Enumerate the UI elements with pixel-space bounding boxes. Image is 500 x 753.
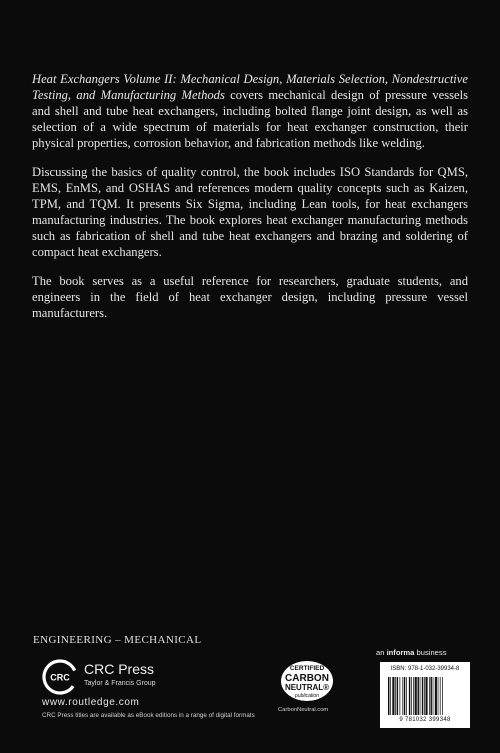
publisher-group: Taylor & Francis Group bbox=[84, 680, 156, 687]
barcode-bar bbox=[429, 677, 430, 715]
barcode-bar bbox=[390, 677, 391, 715]
informa-business-line bbox=[376, 648, 447, 657]
ebook-note: CRC Press titles are available as eBook editions in a range of digital formats bbox=[42, 712, 255, 719]
barcode-bar bbox=[433, 677, 434, 715]
barcode-bar bbox=[425, 677, 427, 715]
informa-prefix: an bbox=[376, 648, 387, 657]
barcode-bar bbox=[438, 677, 439, 715]
isbn-barcode bbox=[380, 662, 470, 728]
barcode-bar bbox=[409, 677, 410, 715]
badge-line-carbon: CARBON bbox=[285, 673, 329, 684]
barcode-bar bbox=[415, 677, 417, 715]
barcode-bar bbox=[424, 677, 425, 715]
badge-line-publication: publication bbox=[295, 693, 319, 699]
book-title: Heat Exchangers Volume II: Mechanical Design, Materials Selection, Nondestructive Testing, and Manufacturing Methods bbox=[32, 72, 468, 102]
informa-brand: informa bbox=[386, 648, 415, 657]
barcode-bar bbox=[397, 677, 398, 715]
isbn-label: ISBN: 978-1-032-39934-8 bbox=[390, 666, 460, 672]
barcode-bar bbox=[395, 677, 396, 715]
subject-category: ENGINEERING – MECHANICAL bbox=[33, 634, 202, 646]
publisher-url: www.routledge.com bbox=[42, 697, 140, 708]
blurb-paragraph-3: The book serves as a useful reference for researchers, graduate students, and engineers in the field of heat exchanger design, including pressure vessel manufacturers. bbox=[32, 274, 468, 320]
back-cover-blurb bbox=[32, 71, 468, 334]
blurb-paragraph-1-text: covers mechanical design of pressure vessels and shell and tube heat exchangers, including bolted flange joint design, as well as selection of a wide spectrum of materials for heat exchanger construction, their physical properties, corrosion behavior, and fabrication methods like welding. bbox=[32, 88, 468, 150]
crc-logo-text: CRC bbox=[50, 672, 70, 683]
barcode-bar bbox=[418, 677, 419, 715]
crc-press-logo bbox=[42, 659, 78, 695]
barcode-bar bbox=[430, 677, 431, 715]
barcode-bar bbox=[388, 677, 389, 715]
barcode-bars bbox=[388, 677, 464, 715]
barcode-bar bbox=[400, 677, 401, 715]
informa-suffix: business bbox=[414, 648, 447, 657]
barcode-bar bbox=[442, 677, 443, 715]
barcode-bar bbox=[406, 677, 407, 715]
barcode-bar bbox=[413, 677, 414, 715]
barcode-bar bbox=[422, 677, 423, 715]
barcode-bar bbox=[435, 677, 437, 715]
barcode-bar bbox=[411, 677, 412, 715]
carbon-neutral-url: CarbonNeutral.com bbox=[278, 707, 329, 713]
barcode-bar bbox=[402, 677, 403, 715]
barcode-bar bbox=[420, 677, 421, 715]
blurb-paragraph-1 bbox=[32, 71, 468, 151]
badge-line-neutral: NEUTRAL® bbox=[284, 683, 330, 692]
blurb-paragraph-2: Discussing the basics of quality control, the book includes ISO Standards for QMS, EMS, EnMS, and OSHAS and references modern quality concepts such as Kaizen, TPM, and TQM. It presents Six Sigma, including Lean tools, for heat exchangers manufacturing industries. The book explores heat exchanger manufacturing methods such as fabrication of shell and tube heat exchangers and brazing and soldering of compact heat exchangers. bbox=[32, 165, 468, 259]
barcode-bar bbox=[440, 677, 441, 715]
badge-line-certified: CERTIFIED bbox=[289, 665, 325, 672]
barcode-digits: 9 781032 399348 bbox=[399, 717, 451, 723]
barcode-bar bbox=[392, 677, 394, 715]
publisher-name: CRC Press bbox=[84, 661, 155, 677]
barcode-bar bbox=[404, 677, 405, 715]
